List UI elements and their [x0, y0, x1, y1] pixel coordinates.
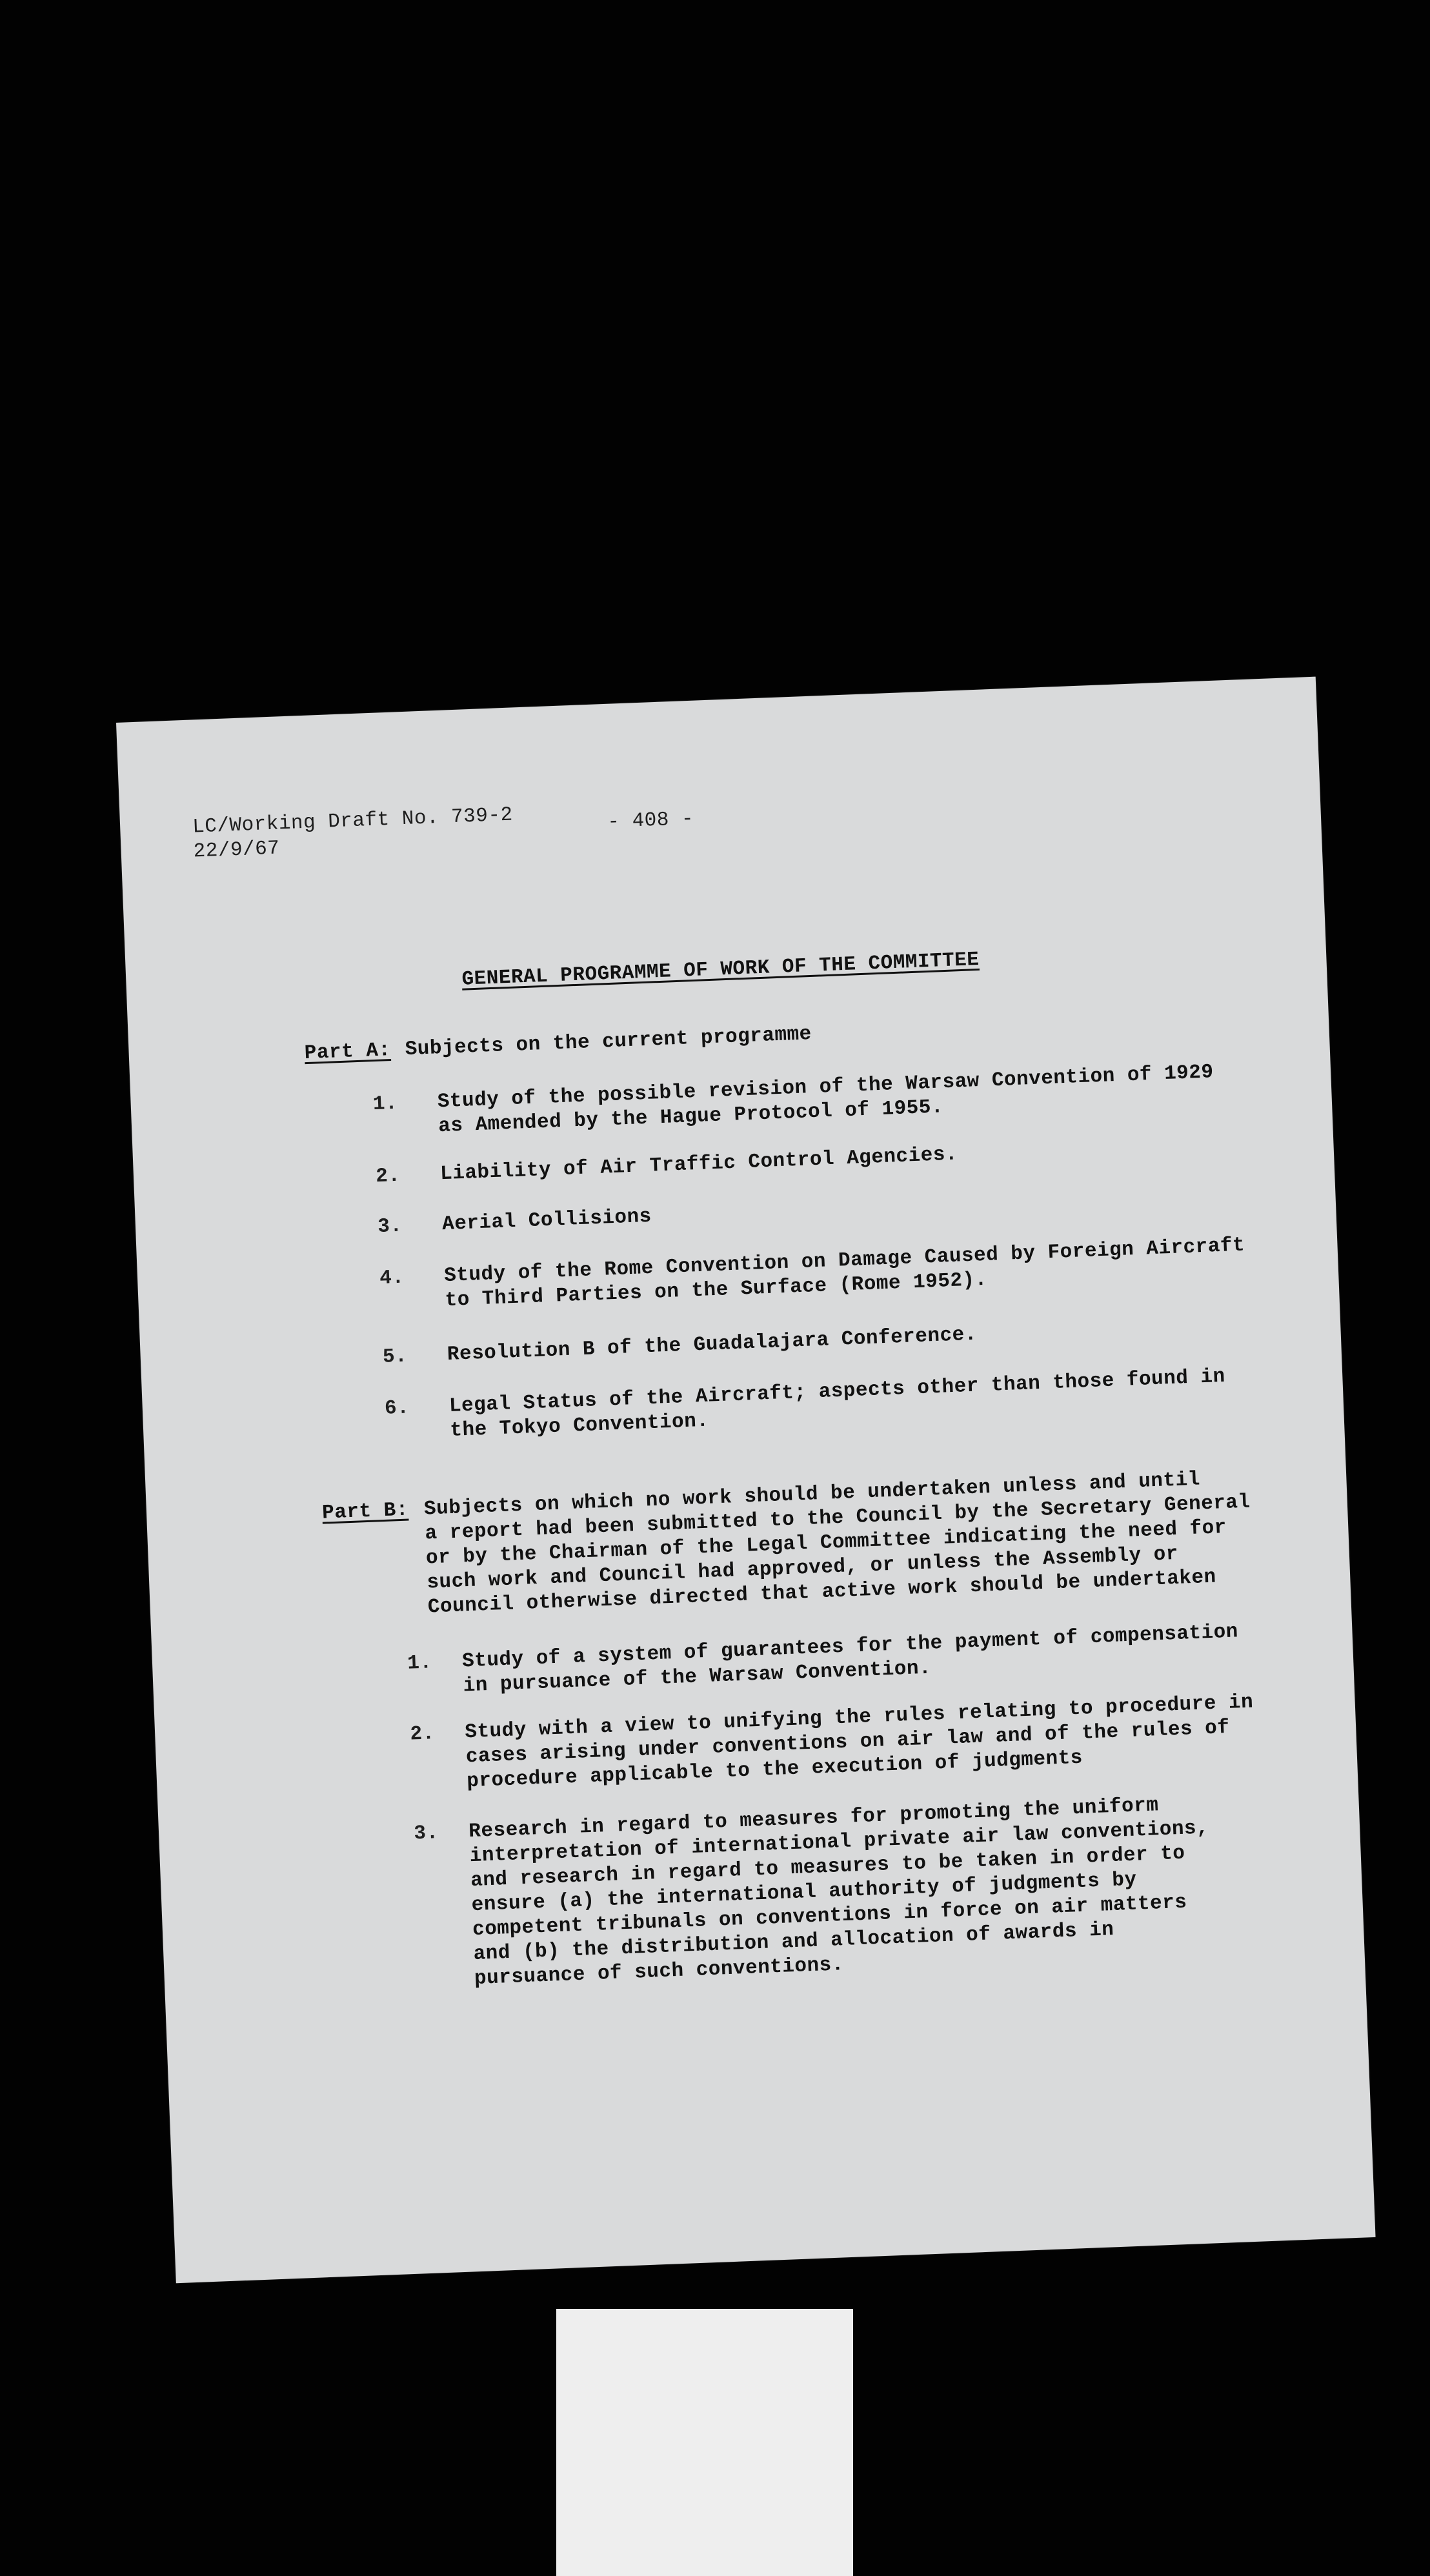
- part-a-item-5-number: 5.: [382, 1345, 408, 1369]
- part-b-item-1-text: Study of a system of guarantees for the payment of compensation in pursuance of the Warsaw Convention.: [461, 1620, 1239, 1698]
- part-a-item-6-number: 6.: [384, 1396, 410, 1420]
- part-b-heading: Subjects on which no work should be undertaken unless and until a report had been submitted to the Council by the Secretary General or by the Chairman of the Legal Committee indicating the need for such work and Council had approved, or unless the Assembly or Council otherwise directed that active work should be undertaken: [423, 1468, 1251, 1619]
- part-b-item-2-text: Study with a view to unifying the rules relating to procedure in cases arising under conventions on air law and of the rules of procedure applicable to the execution of judgments: [464, 1691, 1254, 1793]
- part-a-heading: Subjects on the current programme: [405, 1022, 812, 1062]
- document-title: GENERAL PROGRAMME OF WORK OF THE COMMITTEE: [461, 948, 980, 991]
- part-a-item-1-number: 1.: [372, 1092, 398, 1116]
- part-a-item-2-text: Liability of Air Traffic Control Agencies.: [439, 1143, 958, 1186]
- part-a-item-2-number: 2.: [375, 1164, 401, 1189]
- document-reference: LC/Working Draft No. 739-2: [192, 803, 514, 839]
- part-a-item-5-text: Resolution B of the Guadalajara Conference.: [447, 1323, 978, 1367]
- part-b-item-3-text: Research in regard to measures for promoting the uniform interpretation of international private air law conventions, and research in regard to measures to be taken in order to ensure (a) the international authority of judgments by competent tribunals on conventions in force on air matters and (b) the distribution and allocation of awards in pursuance of such conventions.: [468, 1794, 1209, 1991]
- part-a-item-4-number: 4.: [379, 1266, 405, 1290]
- document-date: 22/9/67: [193, 837, 281, 863]
- part-b-item-2-number: 2.: [409, 1722, 436, 1746]
- page-number: - 408 -: [607, 807, 694, 834]
- part-a-item-4-text: Study of the Rome Convention on Damage Caused by Foreign Aircraft to Third Parties on the Surface (Rome 1952).: [443, 1234, 1245, 1313]
- part-a-item-1-text: Study of the possible revision of the Warsaw Convention of 1929 as Amended by the Hague Protocol of 1955.: [437, 1061, 1214, 1138]
- part-b-item-1-number: 1.: [407, 1651, 433, 1675]
- part-a-item-3-text: Aerial Collisions: [441, 1205, 652, 1236]
- document-page: [116, 677, 1376, 2284]
- part-a-item-6-text: Legal Status of the Aircraft; aspects other than those found in the Tokyo Convention.: [448, 1365, 1226, 1442]
- film-leader-tab: [556, 2309, 853, 2576]
- part-b-label: Part B:: [321, 1498, 409, 1525]
- part-a-item-3-number: 3.: [377, 1214, 403, 1239]
- part-a-label: Part A:: [304, 1039, 392, 1065]
- part-b-item-3-number: 3.: [413, 1822, 439, 1846]
